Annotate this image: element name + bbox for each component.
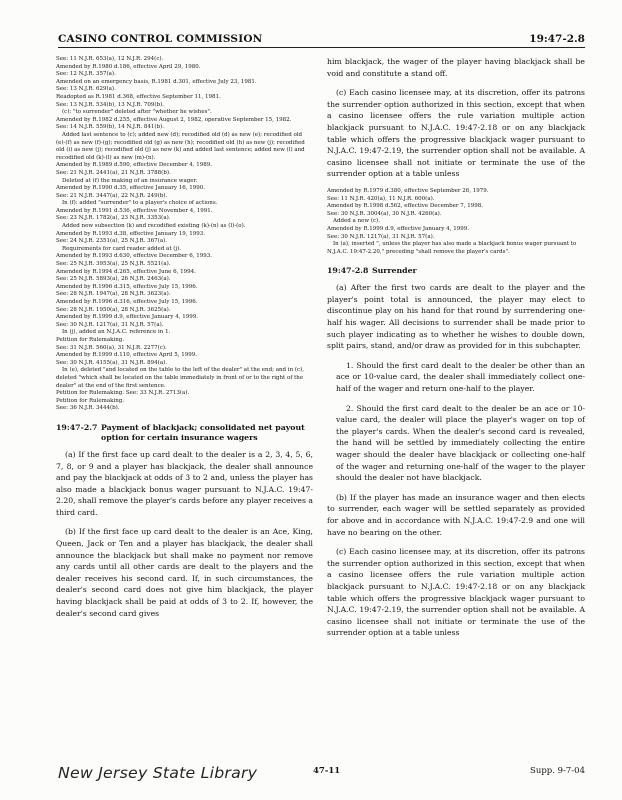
paragraph-b: (b) If the player has made an insurance wager and then elects to surrender, each wager will be settled separately as provided for above and in accordance with N.J.A.C. 19:47-2.9 and one will have no bearing on the other. bbox=[327, 492, 585, 537]
source-note: See: 36 N.J.R. 3444(b). bbox=[56, 405, 120, 412]
source-note: See: 30 N.J.R. 3004(a), 30 N.J.R. 4260(a). bbox=[327, 210, 442, 217]
source-note: In (j), added an N.J.A.C. reference in 1. bbox=[62, 329, 171, 336]
source-note: Requirements for card reader added at (j). bbox=[62, 245, 182, 252]
source-note: Amended by R.1989 d.590, effective December 4, 1989. bbox=[56, 162, 212, 169]
source-note: Amended by R.1980 d.186, effective April 29, 1980. bbox=[56, 63, 201, 70]
source-note: See: 13 N.J.R. 629(a). bbox=[56, 86, 116, 93]
source-note: See: 30 N.J.R. 1217(a), 31 N.J.R. 57(a). bbox=[56, 321, 164, 328]
section-2-8-body bbox=[327, 282, 585, 639]
source-note: Amended by R.1993 d.38, effective January 19, 1993. bbox=[56, 230, 205, 237]
subparagraph-1: 1. Should the first card dealt to the dealer be other than an ace or 10-value card, the dealer shall immediately collect one-half of the wager and return one-half to the player. bbox=[336, 360, 585, 394]
source-note: See: 30 N.J.R. 4155(a), 31 N.J.R. 894(a). bbox=[56, 359, 167, 366]
source-note: See: 23 N.J.R. 1782(a), 23 N.J.R. 3353(a). bbox=[56, 215, 171, 222]
source-note: See: 25 N.J.R. 3953(a), 25 N.J.R. 5521(a). bbox=[56, 261, 171, 268]
section-heading-2-7 bbox=[56, 423, 313, 443]
library-watermark: New Jersey State Library bbox=[58, 764, 258, 782]
page-number: 47-11 bbox=[313, 766, 341, 776]
source-note: See: 21 N.J.R. 3447(a), 22 N.J.R. 249(b). bbox=[56, 192, 168, 199]
source-note: See: 12 N.J.R. 357(a). bbox=[56, 71, 116, 78]
header-title: CASINO CONTROL COMMISSION bbox=[58, 33, 263, 45]
source-note: Amended by R.1999 d.9, effective January 4, 1999. bbox=[56, 314, 198, 321]
source-note: Petition for Rulemaking. bbox=[56, 397, 125, 404]
header-section: 19:47-2.8 bbox=[529, 33, 585, 45]
running-header bbox=[58, 33, 585, 48]
paragraph-c: (c) Each casino licensee may, at its discretion, offer its patrons the surrender option authorized in this section, except that when a casino licensee offers the rule variation multiple action blackjack pursuant to N.J.A.C. 19:47-2.18 or on any blackjack table which offers the progressive blackjack wager pursuant to N.J.A.C. 19:47-2.19, the surrender option shall not be available. A casino licensee shall not initiate or terminate the use of the surrender option at a table unless bbox=[327, 88, 585, 179]
source-note: (c): "to surrender" deleted after "whether he wishes". bbox=[62, 109, 212, 116]
section-number: 19:47-2.7 bbox=[56, 422, 98, 432]
left-column bbox=[56, 56, 313, 627]
source-note: Amended by R.1996 d.315, effective July 15, 1996. bbox=[56, 283, 198, 290]
source-note: Amended by R.1990 d.35, effective January 16, 1990. bbox=[56, 185, 205, 192]
source-note: Amended by R.1994 d.265, effective June 6, 1994. bbox=[56, 268, 196, 275]
source-note: Amended by R.1991 d.536, effective November 4, 1991. bbox=[56, 207, 213, 214]
source-note: See: 11 N.J.R. 420(a), 11 N.J.R. 600(a). bbox=[327, 195, 435, 202]
section-number: 19:47-2.8 bbox=[327, 266, 369, 276]
source-note: Amended by R.1979 d.380, effective September 26, 1979. bbox=[327, 187, 489, 194]
source-note: Added last sentence to (c); added new (d); recodified old (d) as new (e); recodified old (e)-(f) as new (f)-(g); recodified old (g) as new (h); recodified old (h) as new (j); recodified old (i) as new (j); recodified old (j) as new (k) and added last sentence; added new (l) and recodified old (k)-(l) as new (m)-(n). bbox=[56, 131, 305, 161]
section-heading-2-8 bbox=[327, 266, 585, 276]
source-note: Amended by R.1982 d.255, effective August 2, 1982, operative September 15, 1982. bbox=[56, 116, 292, 123]
source-note: Readopted as R.1981 d.368, effective September 11, 1981. bbox=[56, 93, 221, 100]
source-note: See: 30 N.J.R. 1217(a), 31 N.J.R. 57(a). bbox=[327, 233, 435, 240]
source-note: See: 24 N.J.R. 2351(a), 25 N.J.R. 367(a). bbox=[56, 238, 167, 245]
source-note: See: 28 N.J.R. 1950(a), 28 N.J.R. 3625(a). bbox=[56, 306, 171, 313]
paragraph-a: (a) After the first two cards are dealt to the player and the player's point total is announced, the player may elect to discontinue play on his hand for that round by surrendering one-half his wager. All decisions to surrender shall be made prior to such player indicating as to whether he wishes to double down, split pairs, stand, and/or draw as provided for in this subchapter. bbox=[327, 283, 585, 351]
section-title: Payment of blackjack; consolidated net payout bbox=[101, 422, 305, 432]
source-note: Amended by R.1999 d.110, effective April 5, 1999. bbox=[56, 352, 198, 359]
source-note: Petition for Rulemaking. See: 33 N.J.R. 2713(a). bbox=[56, 390, 190, 397]
source-note: In (e), deleted "and located on the table to the left of the dealer" at the end; and in (c), deleted "which shall be located on the table immediately in front of or to the right of the dealer" at the end of the first sentence. bbox=[56, 367, 304, 389]
source-note: See: 14 N.J.R. 559(b), 14 N.J.R. 841(b). bbox=[56, 124, 164, 131]
subparagraphs bbox=[327, 360, 585, 484]
source-note: In (a), inserted ", unless the player has also made a blackjack bonus wager pursuant to N.J.A.C. 19:47-2.20," preceding "shall remove the player's cards". bbox=[327, 241, 577, 255]
source-note: Added a new (c). bbox=[333, 218, 380, 225]
source-notes-left bbox=[56, 56, 313, 413]
source-note: See: 25 N.J.R. 5893(a), 26 N.J.R. 2463(a). bbox=[56, 276, 171, 283]
source-note: Added new subsection (k) and recodified existing (k)-(n) as (l)-(o). bbox=[62, 223, 246, 230]
source-note: Amended by R.1999 d.9, effective January 4, 1999. bbox=[327, 225, 469, 232]
right-column bbox=[327, 56, 585, 647]
source-note: See: 13 N.J.R. 534(b), 13 N.J.R. 709(b). bbox=[56, 101, 164, 108]
section-title-continued: option for certain insurance wagers bbox=[101, 432, 258, 442]
source-note: Deleted at (f) the making of an insurance wager. bbox=[62, 177, 198, 184]
paragraph-a: (a) If the first face up card dealt to the dealer is a 2, 3, 4, 5, 6, 7, 8, or 9 and a player has blackjack, the dealer shall announce and pay the blackjack at odds of 3 to 2 and, unless the player has also made a blackjack bonus wager pursuant to N.J.A.C. 19:47-2.20, shall remove the player's cards before any player receives a third card. bbox=[56, 449, 313, 517]
paragraph-b: (b) If the first face up card dealt to the dealer is an Ace, King, Queen, Jack or Ten and a player has blackjack, the dealer shall announce the blackjack but shall make no payment nor remove any cards until all other cards are dealt to the players and the dealer receives his second card. If, in such circumstances, the dealer's second card does not give him blackjack, the player having blackjack shall be paid at odds of 3 to 2. If, however, the dealer's second card gives bbox=[56, 527, 313, 618]
source-note: Petition for Rulemaking. bbox=[56, 336, 125, 343]
supplement-date: Supp. 9-7-04 bbox=[530, 766, 585, 776]
source-note: See: 11 N.J.R. 653(a), 12 N.J.R. 294(c). bbox=[56, 56, 164, 62]
section-2-7-body bbox=[56, 449, 313, 619]
paragraph-c: (c) Each casino licensee may, at its discretion, offer its patrons the surrender option authorized in this section, except that when a casino licensee offers the rule variation multiple action blackjack pursuant to N.J.A.C. 19:47-2.18 or on any blackjack table which offers the progressive blackjack wager pursuant to N.J.A.C. 19:47-2.19, the surrender option shall not be available. A casino licensee shall not initiate or terminate the use of the surrender option at a table unless bbox=[327, 547, 585, 638]
source-note: In (f): added "surrender" to a player's choice of actions. bbox=[62, 200, 218, 207]
source-note: Amended by R.1998 d.562, effective December 7, 1998. bbox=[327, 203, 483, 210]
source-note: See: 21 N.J.R. 2441(a), 21 N.J.R. 3788(b). bbox=[56, 169, 171, 176]
source-note: Amended by R.1993 d.630, effective December 6, 1993. bbox=[56, 253, 212, 260]
subparagraph-2: 2. Should the first card dealt to the dealer be an ace or 10-value card, the dealer will place the player's wager on top of the player's cards. When the dealer's second card is revealed, the hand will be settled by immediately collecting the entire wager should the dealer have blackjack or collecting one-half of the wager and returning one-half of the wager to the player should the dealer not have blackjack. bbox=[336, 403, 585, 483]
source-notes-right bbox=[327, 188, 585, 256]
source-note: See: 28 N.J.R. 1947(a), 28 N.J.R. 3623(a). bbox=[56, 291, 171, 298]
source-note: Amended on an emergency basis, R.1981 d.301, effective July 23, 1981. bbox=[56, 78, 257, 85]
section-title: Surrender bbox=[372, 266, 417, 276]
source-note: Amended by R.1996 d.316, effective July 15, 1996. bbox=[56, 299, 198, 305]
section-2-7-body-continued bbox=[327, 56, 585, 180]
paragraph-b-continued: him blackjack, the wager of the player having blackjack shall be void and constitute a stand off. bbox=[327, 57, 585, 78]
source-note: See: 31 N.J.R. 560(a), 31 N.J.R. 2277(c). bbox=[56, 344, 167, 351]
